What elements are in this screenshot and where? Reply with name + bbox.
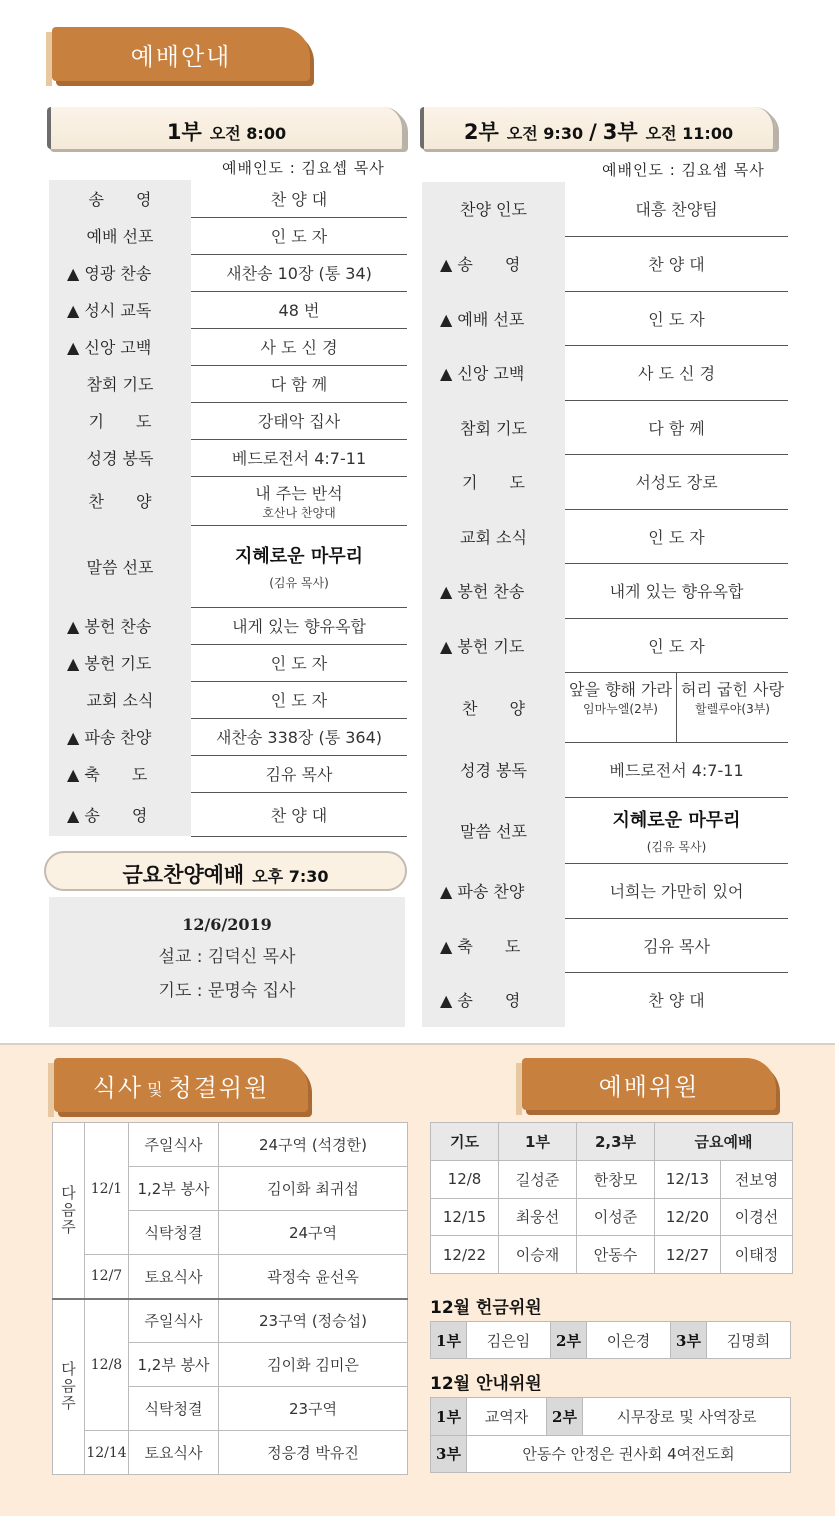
service23-value-text: 사 도 신 경 — [637, 364, 716, 383]
service23-value-text: 김유 목사 — [643, 936, 710, 956]
service23-row — [422, 672, 788, 742]
service1-value-text: 다 함 께 — [270, 375, 328, 394]
worship-cell: 12/27 — [655, 1236, 721, 1274]
meal-week-label — [53, 1123, 85, 1299]
offering-who-3: 김명희 — [707, 1322, 791, 1359]
worship-header-cell: 1부 — [499, 1123, 577, 1161]
service1-label: ▲ 성시 교독 — [49, 291, 191, 328]
service1-label: ▲ 봉헌 기도 — [49, 644, 191, 681]
service1-value — [191, 180, 407, 217]
worship-row — [431, 1198, 793, 1236]
service1-row — [49, 291, 407, 328]
service1-value-text: 내게 있는 향유옥합 — [232, 617, 366, 636]
service1-ribbon — [47, 107, 405, 149]
service23-label: 찬양 인도 — [422, 182, 565, 236]
service1-label: ▲ 봉헌 찬송 — [49, 607, 191, 644]
service1-label: ▲ 영광 찬송 — [49, 254, 191, 291]
service23-label: ▲ 축 도 — [422, 918, 565, 972]
service23-value — [565, 400, 788, 454]
service23-row — [422, 509, 788, 563]
service23-value-text: 베드로전서 4:7-11 — [609, 761, 744, 780]
service23-row — [422, 563, 788, 618]
meal-week-text: 다음주 — [59, 1361, 77, 1413]
service23-value-text: 인 도 자 — [648, 527, 705, 547]
service23-row — [422, 863, 788, 918]
service1-row — [49, 328, 407, 365]
worship-cell: 12/22 — [431, 1236, 499, 1274]
service23-value — [565, 742, 788, 797]
service23-label: 기 도 — [422, 454, 565, 509]
service1-row — [49, 755, 407, 792]
service23-row — [422, 400, 788, 454]
worship-cell: 전보영 — [721, 1160, 793, 1198]
service1-row — [49, 180, 407, 217]
worship-header-cell: 2,3부 — [577, 1123, 655, 1161]
service23-value — [565, 797, 788, 863]
worship-cell: 이승재 — [499, 1236, 577, 1274]
service1-name: 1부 — [166, 120, 202, 144]
service1-row — [49, 402, 407, 439]
friday-date: 12/6/2019 — [182, 915, 272, 934]
meal-role: 1,2부 봉사 — [129, 1167, 219, 1211]
praise-3rd — [677, 673, 788, 742]
worship-cell: 12/13 — [655, 1160, 721, 1198]
praise-2nd-choir: 임마누엘(2부) — [583, 701, 658, 716]
worship-header-row — [431, 1123, 793, 1161]
service23-value — [565, 918, 788, 972]
service2-time: 오전 9:30 — [506, 124, 584, 143]
service1-value-text: 내 주는 반석 — [255, 483, 343, 503]
worship-cell: 안동수 — [577, 1236, 655, 1274]
worship-cell: 최웅선 — [499, 1198, 577, 1236]
service1-label: 예배 선포 — [49, 217, 191, 254]
service23-value — [565, 345, 788, 400]
service-separator: / — [589, 120, 597, 144]
friday-preacher: 설교 : 김덕신 목사 — [158, 947, 296, 967]
service23-leader: 예배인도 : 김요셉 목사 — [602, 161, 765, 179]
friday-info-box — [49, 897, 405, 1027]
friday-title: 금요찬양예배 — [122, 863, 245, 887]
service1-value — [191, 328, 407, 365]
worship-cell: 길성준 — [499, 1160, 577, 1198]
service23-label: ▲ 예배 선포 — [422, 291, 565, 345]
worship-cell: 12/15 — [431, 1198, 499, 1236]
meal-table — [52, 1122, 408, 1475]
service23-value-text: 인 도 자 — [648, 309, 705, 329]
service1-value — [191, 525, 407, 607]
offering-part-3: 3부 — [671, 1322, 707, 1359]
service2-name: 2부 — [463, 120, 499, 144]
worship-cell: 이경선 — [721, 1198, 793, 1236]
meal-role: 주일식사 — [129, 1299, 219, 1343]
service23-value — [565, 863, 788, 918]
meal-role: 주일식사 — [129, 1123, 219, 1167]
service23-value-text: 내게 있는 향유옥합 — [609, 582, 744, 601]
meal-role: 토요식사 — [129, 1431, 219, 1475]
service1-row — [49, 439, 407, 476]
service23-value — [565, 618, 788, 672]
friday-time: 오후 7:30 — [252, 867, 329, 886]
service23-value — [565, 972, 788, 1026]
offering-who-1: 김은임 — [467, 1322, 551, 1359]
meal-who: 24구역 (석경한) — [219, 1123, 408, 1167]
meal-who: 23구역 (정승섭) — [219, 1299, 408, 1343]
service23-value-sub: (김유 목사) — [646, 839, 707, 854]
service1-label: ▲ 신앙 고백 — [49, 328, 191, 365]
meal-who: 24구역 — [219, 1211, 408, 1255]
service23-row — [422, 236, 788, 291]
service1-value-text: 새찬송 338장 (통 364) — [215, 728, 383, 747]
meal-row — [53, 1431, 408, 1475]
service23-value — [565, 454, 788, 509]
service23-value — [565, 563, 788, 618]
meal-who: 곽정숙 윤선옥 — [219, 1255, 408, 1299]
service1-row — [49, 607, 407, 644]
service1-row — [49, 525, 407, 607]
service1-value — [191, 792, 407, 836]
meal-title-c: 청결위원 — [168, 1073, 270, 1102]
service1-order-table — [49, 180, 407, 837]
service23-value-text: 대흥 찬양팀 — [635, 200, 718, 220]
offering-table — [430, 1321, 791, 1359]
service1-label: ▲ 파송 찬양 — [49, 718, 191, 755]
meal-row — [53, 1255, 408, 1299]
friday-prayer: 기도 : 문명숙 집사 — [158, 981, 296, 1001]
meal-date: 12/7 — [85, 1255, 129, 1299]
worship-row — [431, 1160, 793, 1198]
service23-value — [565, 509, 788, 563]
service1-value-text: 김유 목사 — [265, 765, 333, 784]
meal-title-a: 식사 — [92, 1073, 144, 1102]
service1-value-text: 찬 양 대 — [270, 805, 328, 825]
service1-label: ▲ 송 영 — [49, 792, 191, 836]
usher-who-1: 교역자 — [467, 1398, 547, 1436]
service1-leader: 예배인도 : 김요셉 목사 — [222, 159, 385, 177]
service23-value — [565, 236, 788, 291]
service1-row — [49, 644, 407, 681]
worship-cell: 한창모 — [577, 1160, 655, 1198]
service1-value-text: 베드로전서 4:7-11 — [231, 449, 367, 468]
usher-part-1: 1부 — [431, 1398, 467, 1436]
worship-cell: 12/20 — [655, 1198, 721, 1236]
service23-label: ▲ 파송 찬양 — [422, 863, 565, 918]
service1-label: 기 도 — [49, 402, 191, 439]
service23-value-text: 찬 양 대 — [648, 255, 705, 274]
service1-value — [191, 681, 407, 718]
service23-label: ▲ 봉헌 기도 — [422, 618, 565, 672]
service1-value — [191, 607, 407, 644]
service1-value-text: 찬 양 대 — [270, 189, 328, 209]
meal-role: 1,2부 봉사 — [129, 1343, 219, 1387]
praise-2nd-title: 앞을 향해 가라 — [569, 679, 672, 699]
praise-3rd-title: 허리 굽힌 사랑 — [681, 679, 784, 699]
service1-value-sub: 호산나 찬양대 — [262, 505, 336, 520]
meal-who: 정응경 박유진 — [219, 1431, 408, 1475]
worship-title: 예배위원 — [598, 1072, 700, 1101]
service23-row — [422, 454, 788, 509]
service23-label: ▲ 송 영 — [422, 972, 565, 1026]
service1-row — [49, 254, 407, 291]
service3-name: 3부 — [602, 120, 638, 144]
service23-label: 참회 기도 — [422, 400, 565, 454]
offering-part-2: 2부 — [551, 1322, 587, 1359]
meal-row — [53, 1123, 408, 1167]
usher-part-3: 3부 — [431, 1435, 467, 1473]
service1-label: 참회 기도 — [49, 365, 191, 402]
service1-row — [49, 792, 407, 836]
meal-role: 식탁청결 — [129, 1387, 219, 1431]
service23-label: 말씀 선포 — [422, 797, 565, 863]
service23-row — [422, 742, 788, 797]
service23-label: 교회 소식 — [422, 509, 565, 563]
usher-part-2: 2부 — [547, 1398, 583, 1436]
service1-label: 성경 봉독 — [49, 439, 191, 476]
service23-label: 성경 봉독 — [422, 742, 565, 797]
service23-row — [422, 182, 788, 236]
worship-cell: 12/8 — [431, 1160, 499, 1198]
service1-value-text: 48 번 — [278, 301, 320, 320]
meal-role: 식탁청결 — [129, 1211, 219, 1255]
service1-time: 오전 8:00 — [209, 124, 287, 143]
page-title: 예배안내 — [130, 42, 232, 71]
worship-tab — [522, 1058, 776, 1110]
praise-3rd-choir: 할렐루야(3부) — [695, 701, 770, 716]
offering-title: 12월 헌금위원 — [430, 1298, 542, 1318]
service1-label: 송 영 — [49, 180, 191, 217]
worship-header-cell: 기도 — [431, 1123, 499, 1161]
service1-value — [191, 217, 407, 254]
worship-cell: 이태정 — [721, 1236, 793, 1274]
service23-order-table — [422, 182, 788, 1027]
service1-value-text: 지혜로운 마무리 — [235, 545, 363, 567]
meal-who: 23구역 — [219, 1387, 408, 1431]
friday-ribbon — [44, 851, 407, 891]
worship-header-cell: 금요예배 — [655, 1123, 793, 1161]
usher-table — [430, 1397, 791, 1473]
service23-row — [422, 345, 788, 400]
service1-value — [191, 365, 407, 402]
service1-value — [191, 402, 407, 439]
service1-value-text: 새찬송 10장 (통 34) — [226, 264, 372, 283]
service1-value — [191, 439, 407, 476]
service23-value-text: 인 도 자 — [648, 636, 705, 656]
service1-row — [49, 365, 407, 402]
service23-value-text: 찬 양 대 — [648, 990, 705, 1010]
meal-date: 12/14 — [85, 1431, 129, 1475]
service3-time: 오전 11:00 — [645, 124, 734, 143]
service23-praise-cell — [565, 672, 788, 742]
service23-row — [422, 972, 788, 1026]
service1-value-text: 인 도 자 — [270, 654, 328, 673]
service23-row — [422, 918, 788, 972]
meal-week-label — [53, 1299, 85, 1475]
service23-value-text: 다 함 께 — [648, 418, 705, 438]
service23-value-text: 너희는 가만히 있어 — [609, 882, 744, 901]
service23-ribbon — [420, 107, 776, 149]
service1-value — [191, 644, 407, 681]
service23-value — [565, 182, 788, 236]
header-tab — [52, 27, 310, 81]
usher-title: 12월 안내위원 — [430, 1374, 542, 1394]
service23-label: ▲ 신앙 고백 — [422, 345, 565, 400]
meal-tab — [54, 1058, 308, 1112]
service23-label: 찬 양 — [422, 672, 565, 742]
usher-who-2: 시무장로 및 사역장로 — [583, 1398, 791, 1436]
service23-row — [422, 618, 788, 672]
service1-value-text: 인 도 자 — [270, 691, 328, 710]
meal-week-text: 다음주 — [59, 1184, 77, 1236]
offering-part-1: 1부 — [431, 1322, 467, 1359]
meal-title-b: 및 — [147, 1079, 165, 1099]
service1-row — [49, 718, 407, 755]
service1-value-text: 강태악 집사 — [257, 412, 341, 431]
service1-row — [49, 681, 407, 718]
service1-value — [191, 476, 407, 525]
usher-who-3: 안동수 안정은 권사회 4여전도회 — [467, 1435, 791, 1473]
service1-value — [191, 755, 407, 792]
meal-who: 김이화 김미은 — [219, 1343, 408, 1387]
service1-value — [191, 718, 407, 755]
service23-value-text: 서성도 장로 — [635, 473, 718, 492]
service1-label: 교회 소식 — [49, 681, 191, 718]
meal-row — [53, 1299, 408, 1343]
service23-row — [422, 291, 788, 345]
worship-cell: 이성준 — [577, 1198, 655, 1236]
worship-committee-table — [430, 1122, 793, 1274]
meal-role: 토요식사 — [129, 1255, 219, 1299]
worship-row — [431, 1236, 793, 1274]
meal-date: 12/1 — [85, 1123, 129, 1255]
service1-label: 찬 양 — [49, 476, 191, 525]
service1-value-text: 사 도 신 경 — [260, 338, 338, 357]
offering-who-2: 이은경 — [587, 1322, 671, 1359]
service1-row — [49, 476, 407, 525]
service23-label: ▲ 봉헌 찬송 — [422, 563, 565, 618]
meal-who: 김이화 최귀섭 — [219, 1167, 408, 1211]
praise-2nd — [565, 673, 677, 742]
service1-value — [191, 254, 407, 291]
service23-row — [422, 797, 788, 863]
service1-label: 말씀 선포 — [49, 525, 191, 607]
service1-label: ▲ 축 도 — [49, 755, 191, 792]
service23-value-text: 지혜로운 마무리 — [612, 809, 741, 831]
service1-value-sub: (김유 목사) — [269, 575, 329, 590]
service23-label: ▲ 송 영 — [422, 236, 565, 291]
service1-row — [49, 217, 407, 254]
service1-value — [191, 291, 407, 328]
meal-date: 12/8 — [85, 1299, 129, 1431]
service1-value-text: 인 도 자 — [270, 227, 328, 246]
service23-value — [565, 291, 788, 345]
